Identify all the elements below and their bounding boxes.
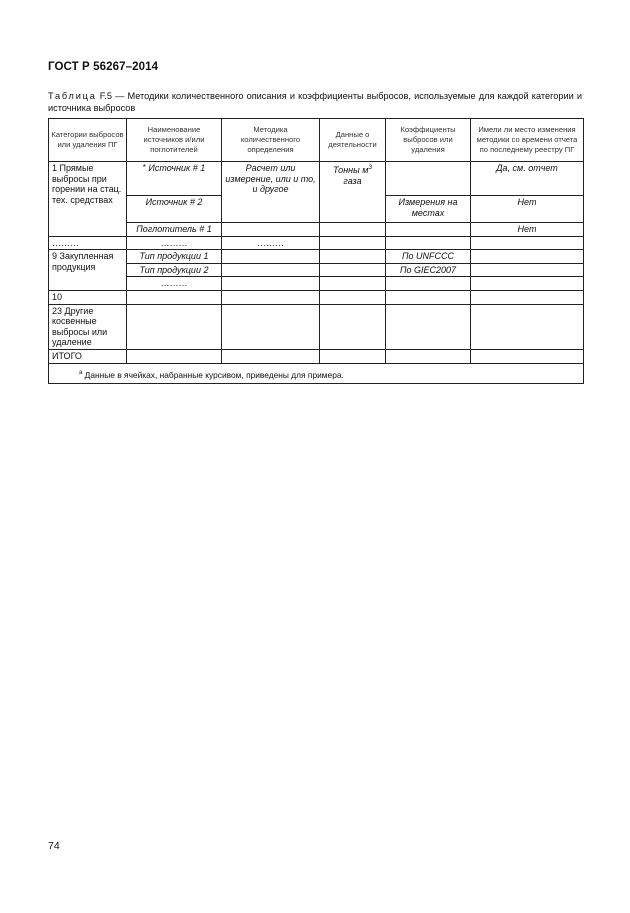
coef-cell	[386, 162, 471, 196]
empty-cell	[320, 290, 386, 304]
dots-cell: ………	[127, 277, 222, 291]
changes-cell: Нет	[471, 223, 584, 237]
category-10: 10	[49, 290, 127, 304]
empty-cell	[222, 349, 320, 363]
empty-cell	[127, 349, 222, 363]
table-row	[49, 290, 584, 304]
empty-cell	[386, 236, 471, 250]
table-row	[49, 162, 584, 196]
header-sources: Наименование источников и/или поглотителей	[127, 119, 222, 162]
table-caption	[48, 90, 582, 114]
activity-cell	[320, 162, 386, 223]
empty-cell	[320, 304, 386, 349]
empty-cell	[320, 277, 386, 291]
header-row	[49, 119, 584, 162]
coef-unfccc: По UNFCCC	[386, 250, 471, 264]
total-label: ИТОГО	[49, 349, 127, 363]
header-changes: Имели ли место изменения методики со времени отчета по последнему реестру ПГ	[471, 119, 584, 162]
empty-cell	[471, 250, 584, 264]
empty-cell	[222, 304, 320, 349]
empty-cell	[471, 277, 584, 291]
methods-table	[48, 118, 584, 384]
source-2: Источник # 2	[127, 196, 222, 223]
empty-cell	[386, 349, 471, 363]
dots-cell: ………	[49, 236, 127, 250]
category-purchased-products: 9 Закупленная продукция	[49, 250, 127, 291]
dots-cell: ………	[127, 236, 222, 250]
empty-cell	[471, 290, 584, 304]
empty-cell	[471, 236, 584, 250]
method-cell: Расчет или измерение, или и то, и другое	[222, 162, 320, 223]
table-row	[49, 250, 584, 264]
empty-cell	[471, 349, 584, 363]
table-row	[49, 263, 584, 277]
empty-cell	[222, 250, 320, 264]
standard-code: ГОСТ Р 56267–2014	[48, 61, 159, 73]
dots-cell: ………	[222, 236, 320, 250]
empty-cell	[386, 290, 471, 304]
empty-cell	[320, 236, 386, 250]
changes-cell: Нет	[471, 196, 584, 223]
empty-cell	[386, 277, 471, 291]
empty-cell	[471, 304, 584, 349]
footnote-row	[49, 363, 584, 383]
empty-cell	[222, 290, 320, 304]
empty-cell	[320, 250, 386, 264]
page-number: 74	[48, 840, 60, 852]
caption-label: Таблица	[48, 91, 97, 101]
header-method: Методика количественного определения	[222, 119, 320, 162]
caption-text: — Методики количественного описания и коэффициенты выбросов, используемые для каждой категории и источника выбросов	[48, 91, 582, 113]
product-type-2: Тип продукции 2	[127, 263, 222, 277]
footnote-mark: a	[79, 369, 83, 376]
empty-cell	[320, 263, 386, 277]
changes-cell: Да, см. отчет	[471, 162, 584, 196]
empty-cell	[127, 304, 222, 349]
table-row	[49, 349, 584, 363]
activity-substance: газа	[343, 175, 362, 186]
table-row	[49, 236, 584, 250]
table-row	[49, 277, 584, 291]
activity-cell	[320, 223, 386, 237]
product-type-1: Тип продукции 1	[127, 250, 222, 264]
coef-cell	[386, 223, 471, 237]
header-coefficients: Коэффициенты выбросов или удаления	[386, 119, 471, 162]
table-footnote	[49, 363, 584, 383]
table-row	[49, 304, 584, 349]
empty-cell	[471, 263, 584, 277]
empty-cell	[222, 263, 320, 277]
category-direct-emissions: 1 Прямые выбросы при горении на стац. тех. средствах	[49, 162, 127, 237]
asterisk-mark: *	[142, 163, 146, 172]
table-row	[49, 223, 584, 237]
sink-1: Поглотитель # 1	[127, 223, 222, 237]
coef-measurement: Измерения на местах	[386, 196, 471, 223]
method-cell	[222, 223, 320, 237]
caption-number: F.5	[99, 91, 113, 101]
coef-giec: По GIEC2007	[386, 263, 471, 277]
activity-unit: Тонны м	[332, 165, 369, 175]
activity-sup: 3	[368, 164, 373, 171]
source-cell	[127, 162, 222, 196]
header-activity: Данные о деятельности	[320, 119, 386, 162]
empty-cell	[386, 304, 471, 349]
footnote-text: Данные в ячейках, набранные курсивом, приведены для примера.	[84, 369, 344, 380]
category-other-indirect: 23 Другие косвенные выбросы или удаление	[49, 304, 127, 349]
empty-cell	[127, 290, 222, 304]
source-1: Источник # 1	[148, 163, 206, 173]
empty-cell	[222, 277, 320, 291]
header-category: Категории выбросов или удаления ПГ	[49, 119, 127, 162]
empty-cell	[320, 349, 386, 363]
